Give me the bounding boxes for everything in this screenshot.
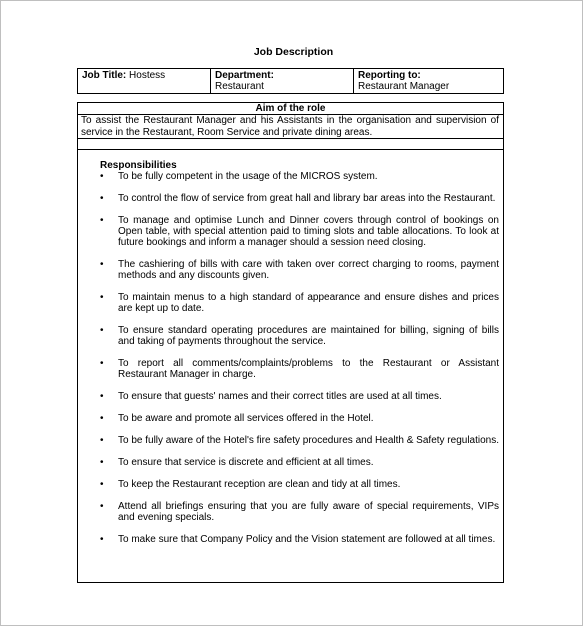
department-value: Restaurant [215, 81, 264, 92]
list-item: • To ensure standard operating procedures are maintained for billing, signing of bills and taking of payments throughout the service. [78, 325, 499, 347]
reporting-label: Reporting to: [358, 70, 421, 81]
role-details-box [77, 102, 504, 583]
reporting-value: Restaurant Manager [358, 81, 450, 92]
list-item: • To control the flow of service from great hall and library bar areas into the Restaurant. [78, 193, 499, 204]
list-item: • To ensure that service is discrete and efficient at all times. [78, 457, 499, 468]
list-item: • To keep the Restaurant reception are clean and tidy at all times. [78, 479, 499, 490]
job-title-cell [78, 69, 211, 94]
department-label: Department: [215, 70, 274, 81]
responsibilities-list [78, 171, 499, 556]
list-item: • To be fully competent in the usage of the MICROS system. [78, 171, 499, 182]
list-item: • To maintain menus to a high standard of appearance and ensure dishes and prices are kept up to date. [78, 292, 499, 314]
aim-heading: Aim of the role [78, 103, 503, 115]
job-title-value: Hostess [129, 70, 166, 81]
list-item: • To be fully aware of the Hotel's fire safety procedures and Health & Safety regulations. [78, 435, 499, 446]
list-item: • To make sure that Company Policy and the Vision statement are followed at all times. [78, 534, 499, 545]
aim-text: To assist the Restaurant Manager and his Assistants in the organisation and supervision of service in the Restaurant, Room Service and private dining areas. [81, 115, 499, 138]
list-item: • Attend all briefings ensuring that you are fully aware of special requirements, VIPs and evening specials. [78, 501, 499, 523]
department-cell [211, 69, 354, 94]
job-title-label: Job Title: [82, 70, 127, 81]
divider [78, 138, 503, 139]
divider [78, 149, 503, 150]
reporting-cell [354, 69, 504, 94]
list-item: • To be aware and promote all services offered in the Hotel. [78, 413, 499, 424]
list-item: • The cashiering of bills with care with taken over correct charging to rooms, payment methods and any discounts given. [78, 259, 499, 281]
document-title: Job Description [253, 46, 334, 58]
list-item: • To ensure that guests' names and their correct titles are used at all times. [78, 391, 499, 402]
job-header-table [77, 68, 504, 94]
list-item: • To manage and optimise Lunch and Dinner covers through control of bookings on Open table, with special attention paid to timing slots and table allocations. To look at future bookings and inform a manager should a session need closing. [78, 215, 499, 248]
list-item: • To report all comments/complaints/problems to the Restaurant or Assistant Restaurant Manager in charge. [78, 358, 499, 380]
responsibilities-heading: Responsibilities [100, 160, 177, 171]
